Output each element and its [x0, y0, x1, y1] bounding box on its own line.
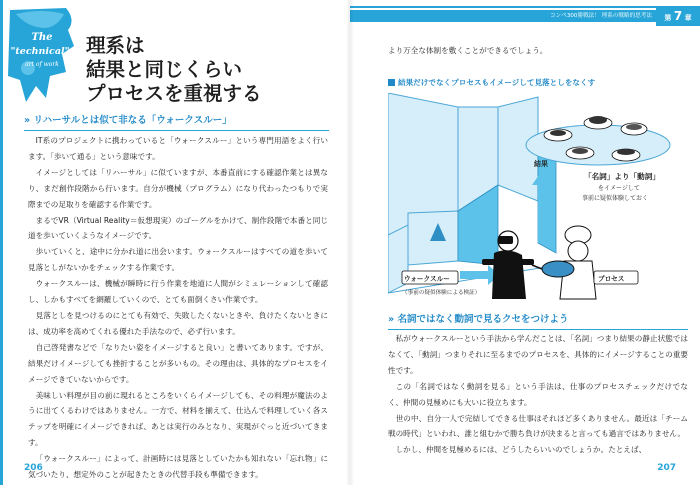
paragraph: 歩いていくと、途中に分かれ道に出会います。ウォークスルーはすべての道を歩いて見落としがないかをチェックする作業です。 [28, 247, 328, 273]
title-line: プロセスを重視する [86, 82, 262, 105]
section-underline [24, 130, 329, 131]
intro-line [388, 43, 688, 59]
book-gutter [346, 0, 354, 485]
paragraph: 私がウォークスルーという手法から学んだことは、「名詞」つまり結果の静止状態ではなくて、「動詞」つまりそれに至るまでのプロセスを、具体的にイメージすることの重要性です。 [388, 334, 688, 375]
right-page [350, 0, 700, 485]
chapter-tab [656, 6, 700, 26]
walkthrough-figure [388, 93, 688, 301]
paragraph: 美味しい料理が目の前に現れるところをいくらイメージしても、その料理が魔法のように出てくるわけではありません。一方で、材料を揃えて、仕込んで料理していく各ステップを明確にイメージできれば、あとは実行のみとなり、実現がぐっと近づいてきます。 [28, 390, 328, 448]
left-body-text [28, 133, 328, 483]
title-line: 結果と同じくらい [86, 58, 243, 81]
square-bullet-icon [388, 79, 395, 86]
badge-line2: "technical" [10, 46, 70, 57]
header-top-rule [350, 6, 700, 8]
right-body-text [388, 331, 688, 458]
figure-heading [388, 77, 595, 88]
page-number-right: 207 [657, 463, 676, 473]
section-underline [388, 329, 688, 330]
callout-line1: 「名詞」より「動詞」 [584, 172, 660, 181]
page-number-left: 206 [24, 463, 43, 473]
figure-heading-text: 結果だけでなくプロセスもイメージして見落としをなくす [398, 78, 596, 87]
chapter-suffix: 章 [684, 14, 692, 22]
intro-text: より万全な体制を敷くことができるでしょう。 [388, 46, 548, 55]
callout-line3: 事前に疑似体験しておく [582, 195, 649, 202]
title-line: 理系は [86, 34, 145, 57]
paragraph: 世の中、自分一人で完結してできる仕事はそれほど多くありません。最近は「チーム戦の時代」といわれ、誰と組むかで勝ち負けが決まると言っても過言ではありません。 [388, 413, 688, 439]
chapter-number: 7 [673, 9, 683, 23]
process-label: プロセス [598, 275, 625, 283]
badge-line3: art of work [25, 61, 59, 68]
left-edge-band [0, 0, 3, 485]
double-chevron-icon: » [24, 115, 31, 126]
paragraph: 「ウォークスルー」によって、計画時には見落としていたかも知れない「忘れ物」に気づいたり、想定外のことが起きたときの代替手段も準備できます。 [28, 454, 328, 480]
section-heading-walkthrough [24, 113, 232, 129]
result-label: 結果 [534, 160, 548, 168]
walkthrough-caption: （事前の疑似体験による検証） [402, 290, 481, 296]
section-heading-text: リハーサルとは似て非なる「ウォークスルー」 [33, 115, 232, 126]
paragraph: イメージとしては「リハーサル」に似ていますが、本番直前にする確認作業とは異なり、まだ創作段階から行います。自分が機械（プログラム）になり代わったつもりで実際までの足取りを確認する作業です。 [28, 167, 328, 209]
section-heading-verb [388, 312, 568, 328]
double-chevron-icon: » [388, 314, 395, 325]
paragraph: 見落としを見つけるのにとても有効で、失敗したくないときや、負けたくないときには、成功率を高めてくれる優れた手法なので、必ず行います。 [28, 310, 328, 336]
callout-line2: をイメージして [598, 185, 640, 192]
walkthrough-label: ウォークスルー [404, 275, 450, 283]
section-heading-text: 名詞ではなく動詞で見るクセをつけよう [397, 314, 569, 325]
paragraph: IT系のプロジェクトに携わっていると「ウォークスルー」という専門用語をよく行います。「歩いて通る」という意味です。 [28, 136, 328, 161]
paragraph: まるでVR（Virtual Reality＝仮想現実）のゴーグルをかけて、制作段階で本番と同じ道を歩いていくようなイメージです。 [28, 215, 328, 241]
page-title [86, 34, 326, 106]
badge-line1: The [31, 32, 53, 43]
paragraph: 自己啓発書などで「なりたい姿をイメージすると良い」と書いてあります。ですが、結果だけイメージしても挫折することが多いもの。その理由は、具体的なプロセスをイメージできていないからです。 [28, 342, 328, 384]
chapter-prefix: 第 [664, 14, 672, 22]
paragraph: この「名詞ではなく動詞を見る」という手法は、仕事のプロセスチェックだけでなく、仲間の見極めにも大いに役立ちます。 [388, 381, 688, 407]
technical-art-badge [6, 6, 78, 106]
dishes-table-icon [526, 116, 670, 165]
running-header-text: コンペ300勝戦法！ 理系の戦略的思考法 [550, 13, 652, 19]
paragraph: しかし、仲間を見極めるには、どうしたらいいのでしょうか。たとえば、 [395, 445, 647, 455]
paragraph: ウォークスルーは、機械が瞬時に行う作業を地道に人間がシミュレーションして確認し、しかもすべてを網羅していくので、とても面倒くさい作業です。 [28, 279, 328, 305]
